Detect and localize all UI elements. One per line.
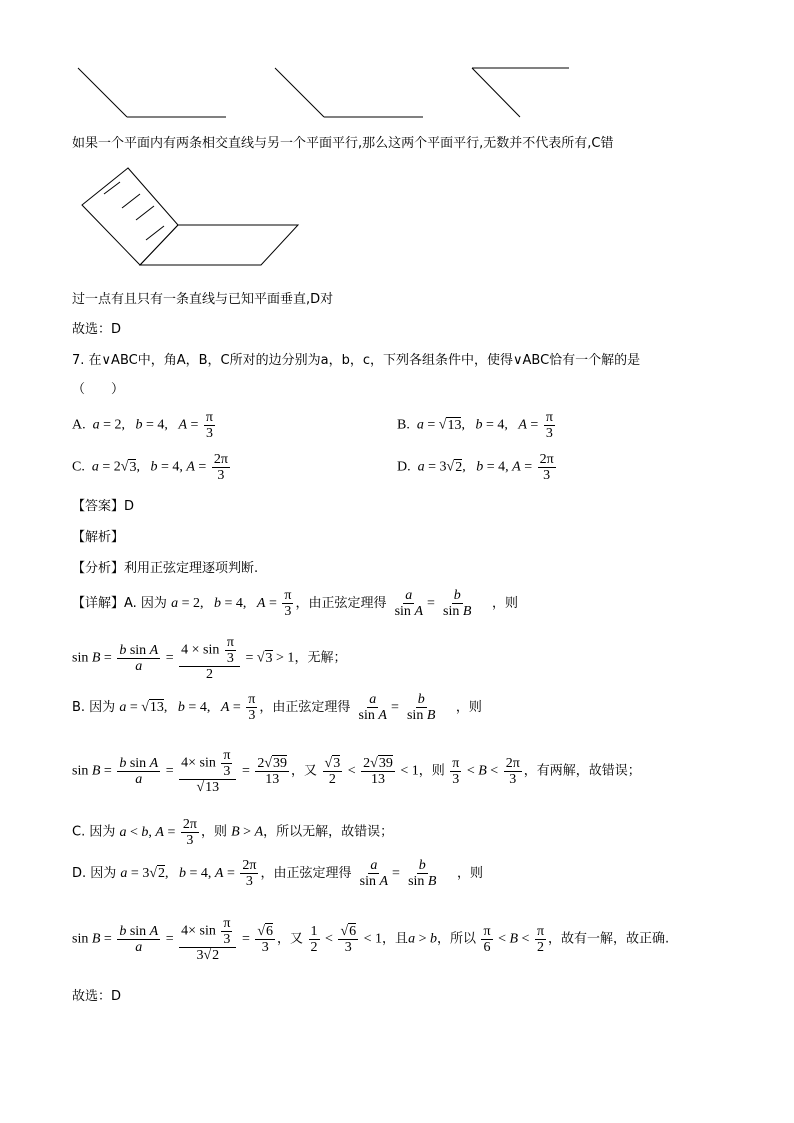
option-c: C. a = 2√3, b = 4, A = $\frac{2\pi}{3}$: [72, 452, 228, 483]
option-d: D. a = 3√2, b = 4, A = $\frac{2\pi}{3}$: [397, 452, 554, 483]
figure-lines-2: [268, 60, 438, 125]
figure-lines-1: [70, 60, 240, 125]
paragraph-c: 如果一个平面内有两条相交直线与另一个平面平行,那么这两个平面平行,无数并不代表所有,C错: [72, 136, 614, 151]
analysis-summary: 【分析】利用正弦定理逐项判断.: [72, 561, 259, 576]
detail-a-calc: sin B = $\frac{\text{b sin A}}{a}$ = 4 × sin $\frac{\pi}{3}$ 2 = √3 > 1，无解；: [72, 635, 347, 682]
analysis-tag: 【解析】: [72, 530, 125, 545]
option-a: A. a = 2, b = 4, A = $\frac{\pi}{3}$: [72, 410, 213, 441]
option-b: B. a = √13, b = 4, A = $\frac{\pi}{3}$: [397, 410, 553, 441]
figure-two-planes: [78, 160, 308, 270]
detail-a-line: 【详解】A. 因为 a = 2, b = 4, A = $\frac{\pi}{3}$ ，由正弦定理得 $\frac{a}{\text{sin A}}$ = $\frac{b}{\text{sin B}}$ ，则: [72, 588, 518, 620]
final-choice: 故选：D: [72, 989, 122, 1004]
detail-c-line: C. 因为 a < b, A = $\frac{2\pi}{3}$ ，则 B > A，所以无解，故错误；: [72, 817, 394, 848]
detail-d-line: D. 因为 a = 3√2, b = 4, A = $\frac{2\pi}{3}$ ，由正弦定理得 $\frac{a}{\text{sin A}}$ = $\frac{b}{\text{sin B}}$ ，则: [72, 858, 484, 890]
detail-d-calc: sin B = $\frac{\text{b sin A}}{a}$ = 4× sin $\frac{\pi}{3}$ 3√2 = $\frac{√6}{3}$ ，又 $\frac{1}{2}$ < $\frac{√6}{3}$ < 1，且a > b，所以 $\frac{\pi}{6}$ < B < $\frac{\pi}{2}$ ，故有一解，故正确.: [72, 916, 670, 963]
answer-tag: 【答案】D: [72, 499, 135, 514]
paragraph-d: 过一点有且只有一条直线与已知平面垂直,D对: [72, 292, 334, 307]
choice-line: 故选：D: [72, 322, 122, 337]
figure-lines-3: [464, 60, 579, 125]
detail-b-line: B. 因为 a = √13, b = 4, A = $\frac{\pi}{3}$ ，由正弦定理得 $\frac{a}{\text{sin A}}$ = $\frac{b}{\text{sin B}}$ ，则: [72, 692, 482, 724]
detail-b-calc: sin B = $\frac{\text{b sin A}}{a}$ = 4× sin $\frac{\pi}{3}$ √13 = $\frac{2√39}{13}$ ，又 $\frac{√3}{2}$ < $\frac{2√39}{13}$ < 1，则 $\frac{\pi}{3}$ < B < $\frac{2\pi}{3}$ ，有两解，故错误；: [72, 748, 641, 795]
question-7-stem: 7. 在∨ABC中，角A，B，C所对的边分别为a，b，c，下列各组条件中，使得∨ABC恰有一个解的是: [72, 353, 641, 368]
question-7-paren: （ ）: [72, 382, 125, 397]
